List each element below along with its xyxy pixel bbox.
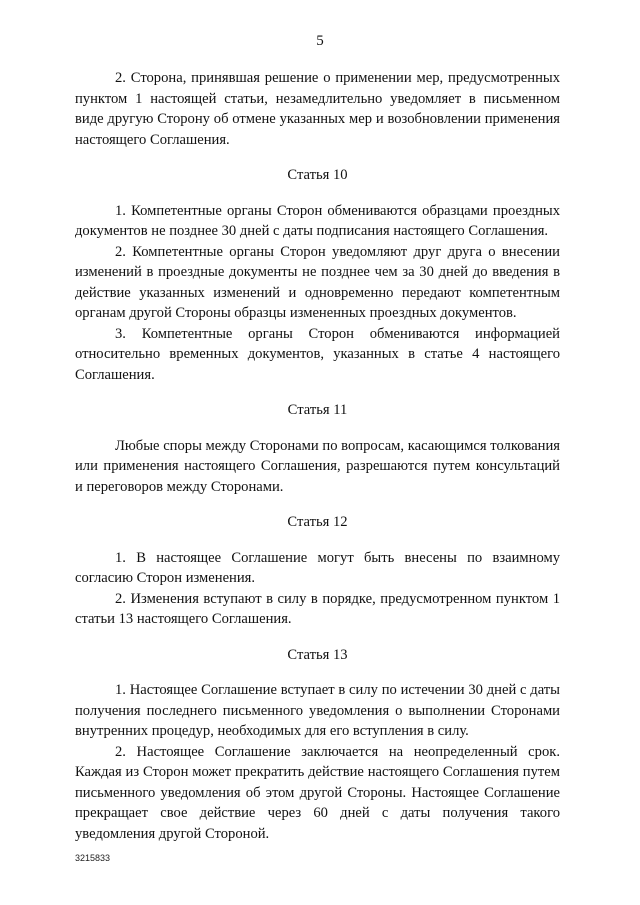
article-heading: Статья 12	[287, 514, 348, 530]
paragraph: Любые споры между Сторонами по вопросам, касающимся толкования или применения настоящего Соглашения, разрешаются путем консультаций и переговоров между Сторонами.	[75, 437, 560, 495]
spacer	[75, 630, 560, 645]
article-heading: Статья 13	[287, 646, 348, 663]
page-number: 5	[316, 33, 324, 49]
paragraph: 1. Компетентные органы Сторон обмениваются образцами проездных документов не позднее 30 дней с даты подписания настоящего Соглашения.	[75, 202, 560, 239]
spacer	[75, 385, 560, 400]
paragraph: 1. В настоящее Соглашение могут быть внесены по взаимному согласию Сторон изменения.	[75, 549, 560, 586]
spacer	[75, 186, 560, 201]
paragraph: 2. Изменения вступают в силу в порядке, предусмотренном пунктом 1 статьи 13 настоящего Соглашения.	[75, 590, 560, 627]
document-id: 3215833	[75, 853, 111, 863]
document-body	[75, 68, 560, 844]
spacer	[75, 665, 560, 680]
paragraph: 3. Компетентные органы Сторон обмениваются информацией относительно временных документов, указанных в статье 4 настоящего Соглашения.	[75, 325, 560, 383]
paragraph: 1. Настоящее Соглашение вступает в силу по истечении 30 дней с даты получения последнего письменного уведомления о выполнении Сторонами внутренних процедур, необходимых для его вступления в силу.	[75, 682, 560, 739]
paragraph: 2. Сторона, принявшая решение о применении мер, предусмотренных пунктом 1 настоящей статьи, незамедлительно уведомляет в письменном виде другую Сторону об отмене указанных мер и возобновлении применения настоящего Соглашения.	[75, 70, 560, 148]
spacer	[75, 533, 560, 548]
paragraph: 2. Настоящее Соглашение заключается на неопределенный срок. Каждая из Сторон может прекратить действие настоящего Соглашения путем письменного уведомления об этом другой Стороны. Настоящее Соглашение прекращает свое действие через 60 дней с даты получения такого уведомления другой Стороной.	[75, 743, 560, 842]
spacer	[75, 150, 560, 165]
spacer	[75, 421, 560, 436]
article-heading: Статья 10	[287, 167, 348, 183]
article-heading: Статья 11	[287, 402, 348, 418]
paragraph: 2. Компетентные органы Сторон уведомляют друг друга о внесении изменений в проездные документы не позднее чем за 30 дней до введения в действие указанных изменений и одновременно передают компетентным органам другой Стороны образцы измененных проездных документов.	[75, 243, 560, 321]
spacer	[75, 497, 560, 512]
